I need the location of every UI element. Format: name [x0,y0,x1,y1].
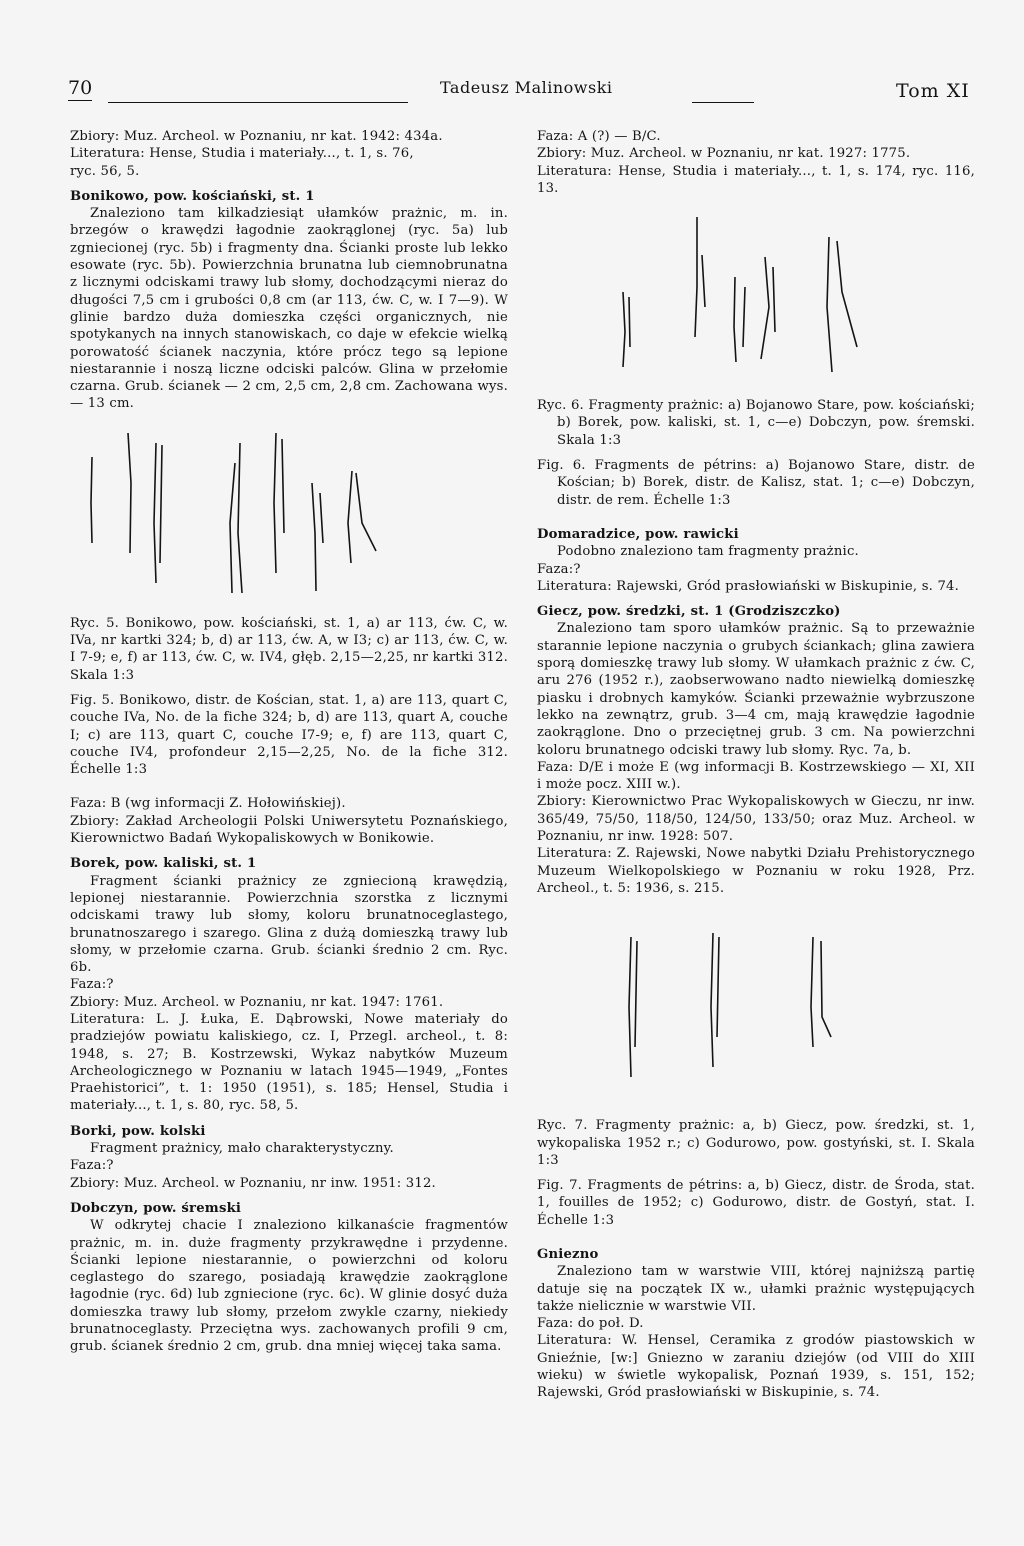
fragment-b [154,443,162,583]
right-column [537,128,975,1402]
phase-line: Faza:? [70,977,114,993]
figure-6 [537,197,975,397]
literature-line: Literatura: Z. Rajewski, Nowe nabytki Działu Prehistorycznego Muzeum Wielkopolskiego w Poznaniu w roku 1928, Prz. Archeol., t. 5: 1936, s. 215. [537,846,975,896]
pottery-fragments-drawing [537,197,975,397]
fragment-d [761,257,775,359]
fragment-a [629,937,637,1077]
collections-line: Zbiory: Muz. Archeol. w Poznaniu, nr kat. 1947: 1761. [70,994,444,1010]
figure-7 [537,897,975,1117]
left-column [70,128,508,1356]
figure-5-caption-pl: Ryc. 5. Bonikowo, pow. kościański, st. 1, a) ar 113, ćw. C, w. IVa, nr kartki 324; b, d) ar 113, ćw. A, w I3; c) ar 113, ćw. C, w. I 7-9; e, f) ar 113, ćw. C, w. IV4, głęb. 2,15—2,25, nr kartki 312. Skala 1:3 [70,615,508,683]
figure-5 [70,413,508,615]
header-rule [108,102,408,103]
volume-label: Tom XI [896,80,970,102]
literature-line: Literatura: L. J. Łuka, E. Dąbrowski, Nowe materiały do pradziejów powiatu kaliskiego, cz. I, Przegl. archeol., t. 8: 1948, s. 27; B. Kostrzewski, Wykaz nabytków Muzeum Archeologicznego w Poznaniu w latach 1945—1949, „Fontes Praehistorici”, t. 1: 1950 (1951), s. 185; Hensel, Studia i materiały..., t. 1, s. 80, ryc. 58, 5. [70,1011,508,1114]
header-rule [692,102,754,103]
fragment-c [734,277,745,362]
collections-line: Zbiory: Kierownictwo Prac Wykopaliskowych w Gieczu, nr inw. 365/49, 75/50, 118/50, 124/50, 133/50; oraz Muz. Archeol. w Poznaniu, nr inw. 1928: 507. [537,794,975,845]
entry-text-dobczyn: W odkrytej chacie I znaleziono kilkanaście fragmentów prażnic, m. in. duże fragmenty przykrawędne i przydenne. Ścianki lepione niestarannie, o powierzchni od koloru ceglastego do szarego, posiadają krawędzie zaokrąglone łagodnie (ryc. 6d) lub zgniecione (ryc. 6c). W glinie dosyć duża domieszka trawy lub słomy, przełom zwykle czarny, niekiedy brunatnoceglasty. Przeciętna wys. zachowanych profili 9 cm, grub. ścianek średnio 2 cm, grub. dna mniej więcej taka sama. [70,1218,508,1355]
literature-line: Literatura: Rajewski, Gród prasłowiański w Biskupinie, s. 74. [537,578,960,594]
figure-5-caption-fr: Fig. 5. Bonikowo, distr. de Kościan, stat. 1, a) are 113, quart C, couche IVa, No. de la fiche 324; b, d) are 113, quart A, couche I; c) are 113, quart C, couche I7-9; e, f) are 113, quart C, couche IV4, profondeur 2,15—2,25, No. de la fiche 312. Échelle 1:3 [70,692,508,778]
phase-line: Faza:? [70,1158,114,1174]
entry-heading-domaradzice: Domaradzice, pow. rawicki [537,526,739,542]
entry-text-gniezno: Znaleziono tam w warstwie VIII, której najniższą partię datuje się na początek IX w., ułamki prażnic występujących także nielicznie w warstwie VII. [537,1264,975,1314]
fragment-f [348,471,376,563]
phase-line: Faza: do poł. D. [537,1316,644,1332]
entry-text-borki: Fragment prażnicy, mało charakterystyczny. [90,1141,394,1157]
entry-heading-dobczyn: Dobczyn, pow. śremski [70,1200,242,1216]
fragment-b [695,217,705,337]
figure-6-caption-fr: Fig. 6. Fragments de pétrins: a) Bojanowo Stare, distr. de Kościan; b) Borek, distr. de Kalisz, stat. 1; c—e) Dobczyn, distr. de rem. Échelle 1:3 [537,458,975,508]
literature-line: Literatura: Hense, Studia i materiały..., t. 1, s. 174, ryc. 116, 13. [537,163,975,196]
fragment-a [623,292,630,367]
entry-text-bonikowo: Znaleziono tam kilkadziesiąt ułamków prażnic, m. in. brzegów o krawędzi łagodnie zaokrąglonej (ryc. 5a) lub zgniecionej (ryc. 5b) i fragmenty dna. Ścianki proste lub lekko esowate (ryc. 5b). Powierzchnia brunatna lub ciemnobrunatna z licznymi odciskami trawy lub słomy, dochodzącymi nieraz do długości 7,5 cm i grubości 0,8 cm (ar 113, ćw. C, w. I 7—9). W glinie bardzo duża domieszka części organicznych, nie spotykanych na innych stanowiskach, co daje w efekcie wielką porowatość ścianek naczynia, które prócz tego są lepione niestarannie i noszą liczne odciski palców. Glina w przełomie czarna. Grub. ścianek — 2 cm, 2,5 cm, 2,8 cm. Zachowana wys. — 13 cm. [70,206,508,412]
entry-text-giecz: Znaleziono tam sporo ułamków prażnic. Są to przeważnie starannie lepione naczynia o grubych ściankach; glina zawiera sporą domieszkę trawy lub słomy. W ułamkach prażnic z ćw. C, aru 276 (1952 r.), zaobserwowano nadto niewielką domieszkę piasku i drobnych kamyków. Ścianki przeważnie wybrzuszone lekko na zewnątrz, grub. 3—4 cm, mają krawędzie łagodnie zaokrąglone. Dno o przeciętnej grub. 3 cm. Na powierzchni koloru brunatnego odciski trawy lub słomy. Ryc. 7a, b. [537,621,975,758]
collections-line: Zbiory: Muz. Archeol. w Poznaniu, nr kat. 1942: 434a. [70,129,443,144]
fragment-b [711,933,719,1067]
fragment-e [312,483,323,591]
page-number: 70 [68,77,93,99]
literature-line: ryc. 56, 5. [70,163,140,179]
entry-text-domaradzice: Podobno znaleziono tam fragmenty prażnic. [557,544,859,560]
phase-line: Faza: B (wg informacji Z. Hołowińskiej). [70,796,346,812]
running-header [0,72,1024,104]
entry-heading-gniezno: Gniezno [537,1246,599,1262]
fragment-e [827,237,857,372]
figure-6-caption-pl: Ryc. 6. Fragmenty prażnic: a) Bojanowo Stare, pow. kościański; b) Borek, pow. kaliski, st. 1, c—e) Dobczyn, pow. śremski. Skala 1:3 [537,398,975,448]
literature-line: Literatura: W. Hensel, Ceramika z grodów piastowskich w Gnieźnie, [w:] Gniezno w zaraniu dziejów (od VIII do XIII wieku) w świetle wykopalisk, Poznań 1939, s. 151, 152; Rajewski, Gród prasłowiański w Biskupinie, s. 74. [537,1333,975,1401]
pottery-fragments-drawing [537,897,975,1117]
running-author: Tadeusz Malinowski [440,78,613,97]
phase-line: Faza:? [537,561,581,577]
entry-heading-borki: Borki, pow. kolski [70,1123,206,1139]
phase-line: Faza: D/E i może E (wg informacji B. Kostrzewskiego — XI, XII i może pocz. XIII w.). [537,759,975,793]
collections-line: Zbiory: Muz. Archeol. w Poznaniu, nr inw. 1951: 312. [70,1175,436,1191]
fragment-c [811,937,831,1047]
pottery-fragments-drawing [70,413,508,615]
figure-7-caption-pl: Ryc. 7. Fragmenty prażnic: a, b) Giecz, pow. średzki, st. 1, wykopaliska 1952 r.; c) Godurowo, pow. gostyński, st. I. Skala 1:3 [537,1118,975,1168]
fragment-d [274,433,284,573]
collections-line: Zbiory: Zakład Archeologii Polski Uniwersytetu Poznańskiego, Kierownictwo Badań Wykopaliskowych w Bonikowie. [70,813,508,847]
entry-text-borek: Fragment ścianki prażnicy ze zgniecioną krawędzią, lepionej niestarannie. Powierzchnia szorstka z licznymi odciskami trawy lub słomy, koloru brunatnoceglastego, brunatnoszarego i szarego. Glina z dużą domieszką trawy lub słomy, w przełomie czarna. Grub. ścianki średnio 2 cm. Ryc. 6b. [70,873,508,976]
figure-7-caption-fr: Fig. 7. Fragments de pétrins: a, b) Giecz, distr. de Środa, stat. 1, fouilles de 1952; c) Godurowo, distr. de Gostyń, stat. I. Échelle 1:3 [537,1178,975,1228]
phase-line: Faza: A (?) — B/C. [537,129,661,144]
entry-heading-bonikowo: Bonikowo, pow. kościański, st. 1 [70,188,315,204]
entry-heading-borek: Borek, pow. kaliski, st. 1 [70,856,257,872]
entry-heading-giecz: Giecz, pow. średzki, st. 1 (Grodziszczko) [537,604,841,620]
collections-line: Zbiory: Muz. Archeol. w Poznaniu, nr kat. 1927: 1775. [537,146,911,162]
fragment-a [91,433,131,553]
fragment-c [230,443,242,593]
literature-line: Literatura: Hense, Studia i materiały..., t. 1, s. 76, [70,146,414,162]
